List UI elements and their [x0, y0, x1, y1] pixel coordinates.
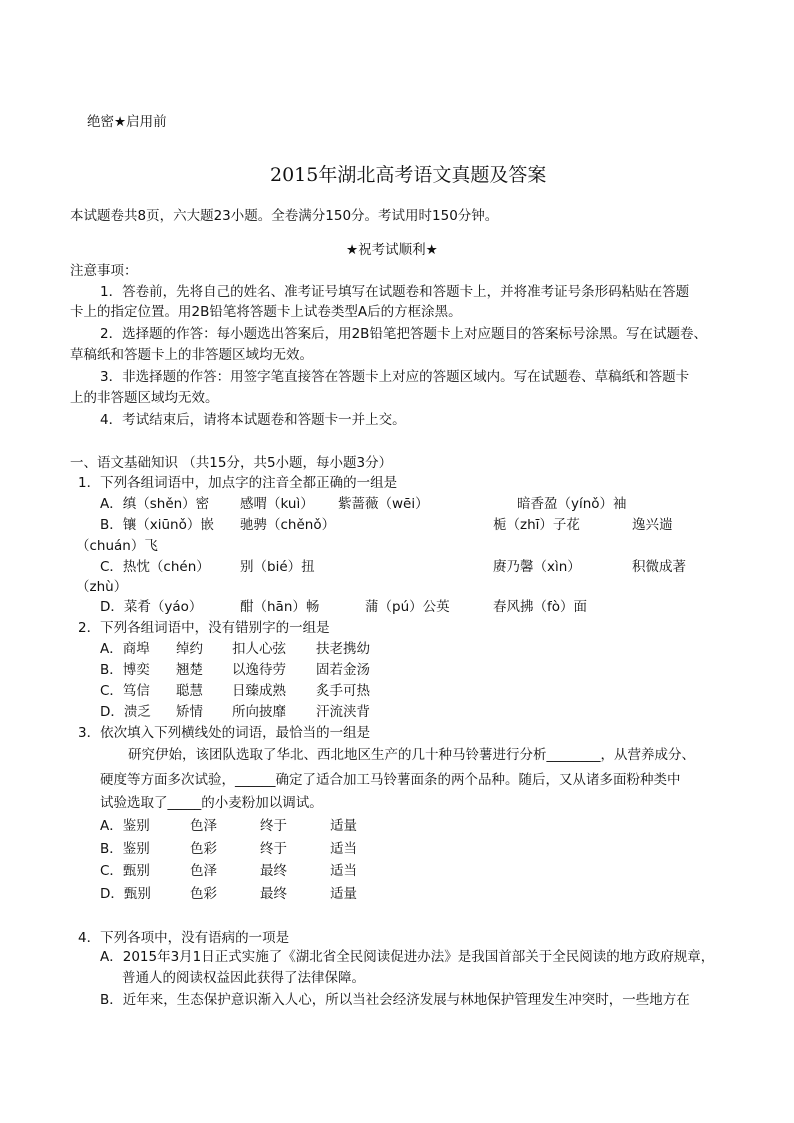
q4-option-a-line-1: A．2015年3月1日正式实施了《湖北省全民阅读促进办法》是我国首部关于全民阅读的地方政府规章， — [100, 949, 715, 965]
q2-option-b-1: B．博奕 — [100, 662, 150, 678]
q2-option-a-4: 扶老携幼 — [316, 641, 370, 657]
q3-option-a-1: A．鉴别 — [100, 818, 150, 834]
q1-option-c-1: C．热忱（chén） — [100, 559, 210, 575]
q2-option-a-2: 绰约 — [176, 641, 203, 657]
q3-passage-line-2: 硬度等方面多次试验，______确定了适合加工马铃薯面条的两个品种。随后，又从诸多面粉种类中 — [100, 772, 681, 788]
note-1-line-1: 1．答卷前，先将自己的姓名、准考证号填写在试题卷和答题卡上，并将准考证号条形码粘贴在答题 — [100, 284, 690, 300]
q3-passage-line-3: 试验选取了_____的小麦粉加以调试。 — [100, 795, 323, 811]
note-4: 4．考试结束后，请将本试题卷和答题卡一并上交。 — [100, 412, 406, 428]
q2-option-b-3: 以逸待劳 — [232, 662, 286, 678]
q1-option-c-3: 赓乃馨（xìn） — [493, 559, 581, 575]
q2-option-b-4: 固若金汤 — [316, 662, 370, 678]
q3-option-b-3: 终于 — [260, 841, 287, 857]
q2-option-c-3: 日臻成熟 — [232, 683, 286, 699]
exam-intro: 本试题卷共8页，六大题23小题。全卷满分150分。考试用时150分钟。 — [70, 208, 499, 224]
q2-option-d-1: D．溃乏 — [100, 704, 151, 720]
q2-option-c-1: C．笃信 — [100, 683, 150, 699]
q1-option-b-3: 栀（zhī）子花 — [493, 517, 580, 533]
q1-option-a-1: A．缜（shěn）密 — [100, 496, 210, 512]
q1-option-b-1: B．镶（xiūnǒ）嵌 — [100, 517, 214, 533]
q1-option-b-2: 驰骋（chěnǒ） — [240, 517, 336, 533]
q3-option-a-4: 适量 — [330, 818, 357, 834]
q3-option-c-4: 适当 — [330, 863, 357, 879]
q1-option-c-wrap: （zhù） — [76, 579, 128, 595]
q2-option-a-1: A．商埠 — [100, 641, 150, 657]
q2-option-d-3: 所向披靡 — [232, 704, 286, 720]
q4-option-a-line-2: 普通人的阅读权益因此获得了法律保障。 — [122, 970, 365, 986]
q1-option-d-2: 酣（hān）畅 — [240, 599, 320, 615]
q1-option-d-1: D．菜肴（yáo） — [100, 599, 203, 615]
q1-option-d-3: 蒲（pú）公英 — [365, 599, 450, 615]
q3-option-d-3: 最终 — [260, 886, 287, 902]
q2-option-b-2: 翘楚 — [176, 662, 203, 678]
note-2-line-1: 2．选择题的作答：每小题选出答案后，用2B铅笔把答题卡上对应题目的答案标号涂黑。写在试题卷、 — [100, 326, 707, 342]
q1-option-a-4: 暗香盈（yínǒ）袖 — [517, 496, 627, 512]
q2-option-c-2: 聪慧 — [176, 683, 203, 699]
q1-option-b-wrap: （chuán）飞 — [76, 538, 158, 554]
note-1-line-2: 卡上的指定位置。用2B铅笔将答题卡上试卷类型A后的方框涂黑。 — [70, 304, 462, 320]
section-1-heading: 一、语文基础知识 （共15分，共5小题，每小题3分） — [70, 455, 393, 471]
q3-option-c-2: 色泽 — [190, 863, 217, 879]
q3-option-d-2: 色彩 — [190, 886, 217, 902]
note-2-line-2: 草稿纸和答题卡上的非答题区域均无效。 — [70, 347, 313, 363]
q3-option-c-3: 最终 — [260, 863, 287, 879]
q3-option-d-1: D．甄别 — [100, 886, 151, 902]
notes-heading: 注意事项： — [70, 263, 138, 279]
good-luck-text: ★祝考试顺利★ — [346, 242, 438, 258]
q4-option-b-line-1: B．近年来，生态保护意识渐入人心，所以当社会经济发展与林地保护管理发生冲突时，一些地方在 — [100, 992, 690, 1008]
q1-option-a-3: 紫蔷薇（wēi） — [338, 496, 429, 512]
q3-option-a-2: 色泽 — [190, 818, 217, 834]
q2-option-d-2: 矫情 — [176, 704, 203, 720]
q1-option-b-4: 逸兴遄 — [632, 517, 673, 533]
q3-option-d-4: 适量 — [330, 886, 357, 902]
question-1-stem: 1．下列各组词语中，加点字的注音全都正确的一组是 — [78, 475, 398, 491]
note-3-line-1: 3．非选择题的作答：用签字笔直接答在答题卡上对应的答题区域内。写在试题卷、草稿纸和答题卡 — [100, 369, 690, 385]
question-4-stem: 4．下列各项中，没有语病的一项是 — [78, 930, 290, 946]
q3-option-b-2: 色彩 — [190, 841, 217, 857]
confidential-label: 绝密★启用前 — [87, 114, 167, 130]
q3-option-c-1: C．甄别 — [100, 863, 150, 879]
question-2-stem: 2．下列各组词语中，没有错别字的一组是 — [78, 620, 330, 636]
q1-option-c-2: 别（bié）扭 — [240, 559, 315, 575]
q1-option-d-4: 春风拂（fò）面 — [493, 599, 588, 615]
q2-option-a-3: 扣人心弦 — [232, 641, 286, 657]
q1-option-c-4: 积微成著 — [632, 559, 686, 575]
q1-option-a-2: 感喟（kuì） — [240, 496, 314, 512]
question-3-stem: 3．依次填入下列横线处的词语，最恰当的一组是 — [78, 725, 371, 741]
q3-option-b-1: B．鉴别 — [100, 841, 150, 857]
q3-option-a-3: 终于 — [260, 818, 287, 834]
q3-passage-line-1: 研究伊始，该团队选取了华北、西北地区生产的几十种马铃薯进行分析________，从营养成分、 — [128, 747, 695, 763]
note-3-line-2: 上的非答题区域均无效。 — [70, 390, 219, 406]
q3-option-b-4: 适当 — [330, 841, 357, 857]
q2-option-c-4: 炙手可热 — [316, 683, 370, 699]
q2-option-d-4: 汗流浃背 — [316, 704, 370, 720]
page-title: 2015年湖北高考语文真题及答案 — [270, 164, 547, 186]
